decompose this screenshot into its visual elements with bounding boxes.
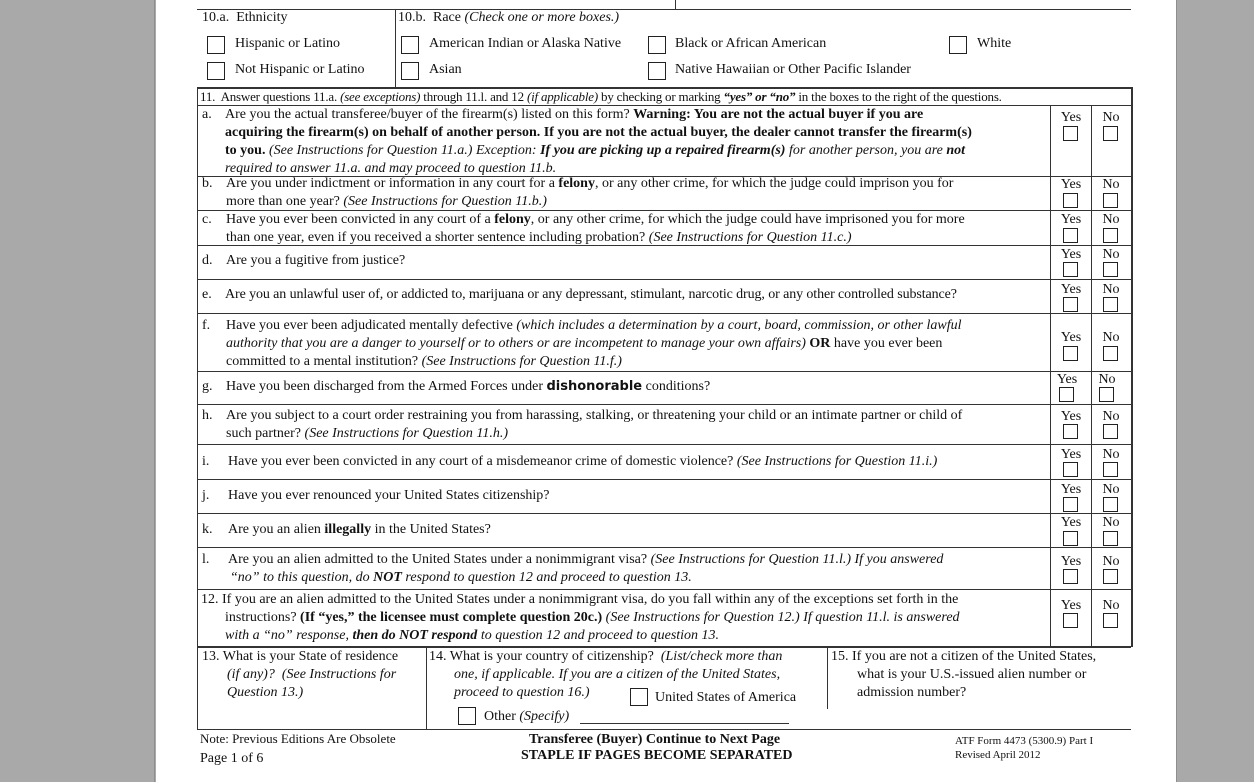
q11b-no-checkbox[interactable] — [1103, 193, 1118, 208]
q13-l2b: (See Instructions for — [281, 667, 397, 682]
q11g-no-checkbox[interactable] — [1099, 387, 1114, 402]
q11a-l2: acquiring the firearm(s) on behalf of another person. If you are not the actual buyer, the dealer cannot transfer the firearm(s) — [225, 125, 972, 140]
q11l-no-label: No — [1102, 554, 1120, 569]
q11c-no-label: No — [1102, 212, 1120, 227]
q11f-l2b: OR — [809, 336, 831, 351]
q14-q15-divider — [827, 647, 828, 709]
q11-intro-e: by checking or marking — [601, 89, 721, 104]
footer-center2: STAPLE IF PAGES BECOME SEPARATED — [521, 748, 793, 763]
race-num: 10.b. — [398, 10, 426, 25]
race-american-indian-label: American Indian or Alaska Native — [429, 36, 622, 51]
race-white-checkbox[interactable] — [949, 36, 967, 54]
q11c-yes-label: Yes — [1060, 212, 1082, 227]
ethnicity-num: 10.a. — [202, 10, 230, 25]
q11a-no-checkbox[interactable] — [1103, 126, 1118, 141]
q11b-line1 — [226, 175, 953, 193]
q12-l2c: (See Instructions for Question 12.) If question 11.l. is answered — [605, 610, 960, 625]
q11a-line3 — [225, 142, 965, 160]
q12-no-label: No — [1102, 598, 1120, 613]
q11b-l1a: Are you under indictment or information in any court for a — [226, 176, 555, 191]
q12-l3a: with a “no” response, — [225, 628, 349, 643]
q11j-text: Have you ever renounced your United States citizenship? — [228, 488, 550, 503]
q11a-l4: required to answer 11.a. and may proceed to question 11.b. — [225, 161, 557, 176]
q12-no-checkbox[interactable] — [1103, 613, 1118, 628]
q11k-l1b: illegally — [324, 522, 372, 537]
q11a-no-label: No — [1102, 110, 1120, 125]
race-american-indian-checkbox[interactable] — [401, 36, 419, 54]
q11f-l3a: committed to a mental institution? — [226, 354, 419, 369]
row-sep — [197, 513, 1131, 514]
q11c-letter: c. — [202, 212, 212, 227]
q11e-yes-checkbox[interactable] — [1063, 297, 1078, 312]
q11e-yes-label: Yes — [1060, 282, 1082, 297]
ethnicity-hispanic-checkbox[interactable] — [207, 36, 225, 54]
q15-line2: what is your U.S.-issued alien number or — [857, 667, 1087, 682]
q11b-l2b: (See Instructions for Question 11.b.) — [343, 194, 547, 209]
q12-line2 — [225, 609, 960, 627]
q11g-letter: g. — [202, 379, 213, 394]
q11l-no-checkbox[interactable] — [1103, 569, 1118, 584]
q11d-yes-label: Yes — [1060, 247, 1082, 262]
q11h-line1: Are you subject to a court order restraining you from harassing, stalking, or threatening your child or an intimate partner or child of — [226, 408, 963, 423]
q11h-no-label: No — [1102, 409, 1120, 424]
race-black-label: Black or African American — [675, 36, 827, 51]
q11a-letter: a. — [202, 107, 212, 122]
q14-other-a: Other — [484, 709, 516, 724]
q11i-no-checkbox[interactable] — [1103, 462, 1118, 477]
q11c-no-checkbox[interactable] — [1103, 228, 1118, 243]
q11f-line2 — [226, 335, 942, 353]
q11c-line2 — [226, 229, 852, 247]
q11f-l2a: authority that you are a danger to yourself or to others or are incompetent to manage your own affairs) — [226, 336, 806, 351]
q14-line2 — [454, 666, 780, 684]
q11b-l1c: , or any other crime, for which the judge could imprison you for — [594, 176, 954, 191]
ethnicity-hispanic-label: Hispanic or Latino — [235, 36, 340, 51]
q11g-l1a: Have you been discharged from the Armed Forces under — [226, 379, 543, 394]
q11a-l1b: Warning: You are not the actual buyer if you are — [633, 107, 924, 122]
q14-l2: one, if applicable. If you are a citizen of the United States, — [454, 667, 781, 682]
q11-intro-d: (if applicable) — [526, 89, 598, 104]
q11b-l1b: felony — [558, 176, 595, 191]
q11a-yes-checkbox[interactable] — [1063, 126, 1078, 141]
q11a-l3d: for another person, you are — [788, 143, 943, 158]
q11i-l1a: Have you ever been convicted in any court of a misdemeanor crime of domestic violence? — [228, 454, 734, 469]
q11l-l1b: (See Instructions for Question 11.l.) If you answered — [650, 552, 944, 567]
q12-l3b: then do NOT respond — [352, 628, 478, 643]
q14-usa-label: United States of America — [655, 690, 797, 705]
q11c-l1b: felony — [494, 212, 531, 227]
q11j-yes-checkbox[interactable] — [1063, 497, 1078, 512]
q11-left-border — [197, 87, 198, 647]
q14-l1a: 14. What is your country of citizenship? — [429, 649, 654, 664]
q11g-yes-checkbox[interactable] — [1059, 387, 1074, 402]
q11c-l2a: than one year, even if you received a shorter sentence including probation? — [226, 230, 646, 245]
footer-revised: Revised April 2012 — [955, 749, 1041, 761]
q14-line1 — [429, 648, 782, 666]
q11b-letter: b. — [202, 176, 213, 191]
document-page — [156, 0, 1176, 782]
q13-l3: Question 13.) — [227, 685, 304, 700]
race-white-label: White — [977, 36, 1012, 51]
q15-line1: 15. If you are not a citizen of the United States, — [831, 649, 1097, 664]
q11-intro — [200, 88, 1002, 106]
q14-line3 — [454, 684, 590, 702]
row-sep — [197, 589, 1131, 590]
q11-intro-c: through 11.l. and 12 — [423, 89, 524, 104]
race-asian-label: Asian — [429, 62, 462, 77]
race-header — [398, 9, 619, 27]
q11f-yes-checkbox[interactable] — [1063, 346, 1078, 361]
q11-intro-a: Answer questions 11.a. — [220, 89, 337, 104]
q13-line2 — [227, 666, 396, 684]
yes-column-left — [1050, 106, 1051, 647]
q14-other-b: (Specify) — [519, 709, 570, 724]
q11a-line1 — [225, 106, 923, 124]
q12-line1: 12. If you are an alien admitted to the United States under a nonimmigrant visa, do you fall within any of the exceptions set forth in the — [201, 592, 959, 607]
q11a-l3e: not — [946, 143, 966, 158]
q11b-line2 — [226, 193, 547, 211]
q11f-l1a: Have you ever been adjudicated mentally defective — [226, 318, 513, 333]
section10-divider — [395, 9, 396, 87]
q11c-l1a: Have you ever been convicted in any court of a — [226, 212, 491, 227]
q11l-l1a: Are you an alien admitted to the United States under a nonimmigrant visa? — [228, 552, 648, 567]
race-asian-checkbox[interactable] — [401, 62, 419, 80]
q14-other-checkbox[interactable] — [458, 707, 476, 725]
q11i-no-label: No — [1102, 447, 1120, 462]
q11a-line2 — [225, 124, 972, 142]
q11d-text: Are you a fugitive from justice? — [226, 253, 406, 268]
q11l-yes-label: Yes — [1060, 554, 1082, 569]
race-black-checkbox[interactable] — [648, 36, 666, 54]
q11a-yes-label: Yes — [1060, 110, 1082, 125]
q12-l3c: to question 12 and proceed to question 13. — [480, 628, 720, 643]
race-native-hawaiian-checkbox[interactable] — [648, 62, 666, 80]
q11f-no-label: No — [1102, 330, 1120, 345]
row-sep — [197, 279, 1131, 280]
q11g-yes-label: Yes — [1056, 372, 1078, 387]
q11d-yes-checkbox[interactable] — [1063, 262, 1078, 277]
q11l-l2a: “no” to this question, do — [230, 570, 370, 585]
q11g-no-label: No — [1098, 372, 1116, 387]
footer-note: Note: Previous Editions Are Obsolete — [200, 731, 396, 746]
q11k-l1a: Are you an alien — [228, 522, 321, 537]
q11c-l1c: , or any other crime, for which the judge could have imprisoned you for more — [530, 212, 965, 227]
q11d-letter: d. — [202, 253, 213, 268]
footer-form: ATF Form 4473 (5300.9) Part I — [955, 735, 1094, 747]
q14-l1b: (List/check more than — [660, 649, 783, 664]
footer-page: Page 1 of 6 — [200, 751, 264, 766]
q11l-letter: l. — [202, 552, 210, 567]
row-sep — [197, 371, 1131, 372]
row-sep — [197, 404, 1131, 405]
q11f-no-checkbox[interactable] — [1103, 346, 1118, 361]
q11b-no-label: No — [1102, 177, 1120, 192]
q11-intro-g: in the boxes to the right of the questions. — [798, 89, 1002, 104]
q11a-l1a: Are you the actual transferee/buyer of the firearm(s) listed on this form? — [225, 107, 630, 122]
q11g-l1b: dishonorable — [546, 379, 643, 394]
q11h-letter: h. — [202, 408, 213, 423]
q11b-yes-checkbox[interactable] — [1063, 193, 1078, 208]
q11f-line1 — [226, 317, 962, 335]
q11f-l2c: have you ever been — [833, 336, 943, 351]
q12-line3 — [225, 627, 719, 645]
race-note: (Check one or more boxes.) — [464, 10, 620, 25]
q11l-line2 — [230, 569, 692, 587]
q11h-l2a: such partner? — [226, 426, 302, 441]
q11f-l3b: (See Instructions for Question 11.f.) — [421, 354, 622, 369]
q11f-l1b: (which includes a determination by a court, board, commission, or other lawful — [516, 318, 962, 333]
q11h-l2b: (See Instructions for Question 11.h.) — [304, 426, 509, 441]
ethnicity-not-hispanic-checkbox[interactable] — [207, 62, 225, 80]
q11l-l2c: respond to question 12 and proceed to question 13. — [405, 570, 692, 585]
q14-usa-checkbox[interactable] — [630, 688, 648, 706]
q11i-letter: i. — [202, 454, 210, 469]
q11j-no-label: No — [1102, 482, 1120, 497]
q11-right-border — [1131, 87, 1133, 647]
q11e-text: Are you an unlawful user of, or addicted to, marijuana or any depressant, stimulant, narcotic drug, or any other controlled substance? — [225, 287, 957, 302]
q11b-l2a: more than one year? — [226, 194, 340, 209]
q11k-yes-label: Yes — [1060, 515, 1082, 530]
q11l-line1 — [228, 551, 943, 569]
q11f-line3 — [226, 353, 622, 371]
q12-yes-checkbox[interactable] — [1063, 613, 1078, 628]
q11b-yes-label: Yes — [1060, 177, 1082, 192]
q11k-line1 — [228, 521, 491, 539]
q13-l2a: (if any)? — [227, 667, 275, 682]
row-sep — [197, 479, 1131, 480]
q11c-yes-checkbox[interactable] — [1063, 228, 1078, 243]
q11i-yes-label: Yes — [1060, 447, 1082, 462]
q14-other-specify-line[interactable] — [580, 723, 789, 724]
q11d-no-checkbox[interactable] — [1103, 262, 1118, 277]
q11i-line1 — [228, 453, 937, 471]
q13-left-border — [197, 647, 198, 729]
q11i-l1b: (See Instructions for Question 11.i.) — [736, 454, 938, 469]
q13-q14-divider — [426, 647, 427, 729]
q11e-no-label: No — [1102, 282, 1120, 297]
q11a-l3c: If you are picking up a repaired firearm(s) — [540, 143, 786, 158]
q11l-yes-checkbox[interactable] — [1063, 569, 1078, 584]
q11-intro-f: “yes” or “no” — [723, 89, 796, 104]
q11h-yes-checkbox[interactable] — [1063, 424, 1078, 439]
q11e-no-checkbox[interactable] — [1103, 297, 1118, 312]
row-sep — [197, 444, 1131, 445]
q13-line1: 13. What is your State of residence — [202, 649, 399, 664]
q11f-letter: f. — [202, 318, 211, 333]
no-column-left — [1091, 106, 1092, 647]
q11f-yes-label: Yes — [1060, 330, 1082, 345]
ethnicity-not-hispanic-label: Not Hispanic or Latino — [235, 62, 365, 77]
q11-intro-b: (see exceptions) — [340, 89, 421, 104]
q11h-yes-label: Yes — [1060, 409, 1082, 424]
race-label: Race — [433, 10, 461, 25]
q11c-line1 — [226, 211, 965, 229]
race-native-hawaiian-label: Native Hawaiian or Other Pacific Islander — [675, 62, 911, 77]
viewer-left-margin — [0, 0, 155, 782]
viewer-right-margin — [1176, 0, 1254, 782]
footer-center1: Transferee (Buyer) Continue to Next Page — [529, 732, 781, 747]
q11j-yes-label: Yes — [1060, 482, 1082, 497]
q11k-l1c: in the United States? — [374, 522, 491, 537]
q12-yes-label: Yes — [1060, 598, 1082, 613]
ethnicity-label: Ethnicity — [236, 10, 288, 25]
q11i-yes-checkbox[interactable] — [1063, 462, 1078, 477]
top-rule — [197, 9, 1131, 10]
q11e-letter: e. — [202, 287, 212, 302]
q11l-l2b: NOT — [373, 570, 402, 585]
q12-l2a: instructions? — [225, 610, 297, 625]
q11k-yes-checkbox[interactable] — [1063, 531, 1078, 546]
q11k-letter: k. — [202, 522, 213, 537]
q11a-l3b: (See Instructions for Question 11.a.) Exception: — [268, 143, 537, 158]
q14-l3: proceed to question 16.) — [454, 685, 590, 700]
q11a-line4 — [225, 160, 556, 176]
q13-line3 — [227, 684, 303, 702]
q12-l2b: (If “yes,” the licensee must complete question 20c.) — [300, 610, 603, 625]
q11j-letter: j. — [202, 488, 210, 503]
q11h-no-checkbox[interactable] — [1103, 424, 1118, 439]
ethnicity-header — [202, 9, 288, 27]
q11d-no-label: No — [1102, 247, 1120, 262]
q15-line3: admission number? — [857, 685, 967, 700]
q11g-line1 — [226, 378, 710, 396]
q14-other-label — [484, 708, 569, 726]
q11c-l2b: (See Instructions for Question 11.c.) — [648, 230, 852, 245]
q11j-no-checkbox[interactable] — [1103, 497, 1118, 512]
row-sep — [197, 313, 1131, 314]
row-sep — [197, 547, 1131, 548]
q11h-line2 — [226, 425, 508, 443]
top-divider — [675, 0, 676, 9]
q11g-l1c: conditions? — [645, 379, 711, 394]
q11k-no-label: No — [1102, 515, 1120, 530]
q11a-l3a: to you. — [225, 143, 266, 158]
q11k-no-checkbox[interactable] — [1103, 531, 1118, 546]
q11-intro-num: 11. — [200, 89, 216, 104]
